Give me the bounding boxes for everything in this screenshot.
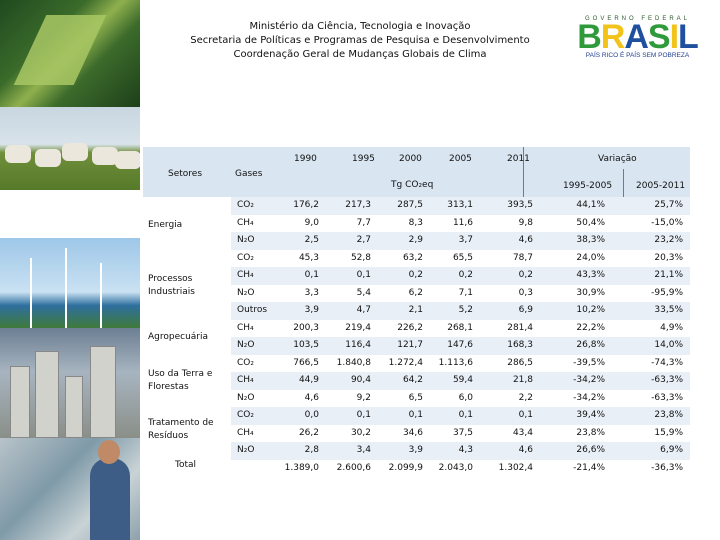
value-cell: 26,2: [298, 427, 319, 438]
value-cell: 3,7: [458, 235, 473, 245]
value-cell: 9,8: [518, 217, 533, 228]
value-cell: 90,4: [350, 375, 371, 385]
variation-cell: -63,3%: [651, 375, 683, 385]
value-cell: 3,4: [356, 445, 371, 455]
value-cell: 6,0: [458, 392, 473, 403]
gas-cell: CH₄: [237, 427, 254, 438]
value-cell: 1.302,4: [498, 462, 533, 473]
value-cell: 64,2: [402, 375, 423, 385]
variation-cell: 23,8%: [576, 427, 605, 438]
value-cell: 0,0: [304, 410, 319, 420]
year-2005: 2005: [449, 154, 472, 164]
value-cell: 9,0: [304, 217, 319, 228]
sector-tratamento-residuos: Tratamento de Resíduos: [148, 418, 214, 441]
header-ministry: Ministério da Ciência, Tecnologia e Inovação: [249, 21, 471, 32]
year-1990: 1990: [294, 154, 317, 164]
logo-top-text: GOVERNO FEDERAL: [584, 16, 690, 22]
value-cell: 21,8: [512, 375, 533, 385]
gas-cell: CH₄: [237, 217, 254, 228]
value-cell: 2.099,9: [388, 462, 423, 473]
variation-cell: 14,0%: [654, 340, 683, 350]
brasil-logo: [570, 16, 705, 66]
header-var-2005-2011: 2005-2011: [636, 181, 686, 191]
value-cell: 0,2: [458, 270, 473, 280]
value-cell: 286,5: [507, 357, 533, 368]
variation-cell: -39,5%: [573, 357, 605, 368]
value-cell: 0,3: [518, 287, 533, 298]
variation-cell: 24,0%: [576, 252, 605, 263]
value-cell: 281,4: [507, 322, 533, 333]
value-cell: 1.840,8: [336, 357, 371, 368]
value-cell: 30,2: [350, 427, 371, 438]
value-cell: 3,9: [304, 305, 319, 315]
variation-cell: 33,5%: [654, 305, 683, 315]
logo-main-text: BRASIL: [577, 18, 698, 56]
variation-cell: 6,9%: [660, 445, 683, 455]
value-cell: 59,4: [452, 375, 473, 385]
wind-turbines-photo: [0, 238, 140, 328]
sector-processos-industriais: Processos Industriais: [148, 274, 195, 297]
value-cell: 0,1: [518, 410, 533, 420]
value-cell: 0,1: [458, 410, 473, 420]
gas-cell: N₂O: [237, 235, 255, 245]
recycling-worker-photo: [0, 438, 140, 540]
variation-cell: 26,8%: [576, 340, 605, 350]
value-cell: 45,3: [298, 252, 319, 263]
value-cell: 11,6: [452, 217, 473, 228]
value-cell: 9,2: [356, 392, 371, 403]
year-2000: 2000: [399, 154, 422, 164]
value-cell: 313,1: [447, 200, 473, 210]
value-cell: 217,3: [345, 200, 371, 210]
value-cell: 8,3: [408, 217, 423, 228]
sector-uso-da-terra: Uso da Terra e Florestas: [148, 369, 213, 392]
gas-cell: CH₄: [237, 375, 254, 385]
variation-cell: -21,4%: [573, 462, 605, 473]
value-cell: 5,4: [356, 287, 371, 298]
value-cell: 3,3: [304, 287, 319, 298]
value-cell: 116,4: [345, 340, 371, 350]
value-cell: 147,6: [447, 340, 473, 350]
gas-cell: N₂O: [237, 392, 255, 403]
value-cell: 0,1: [304, 270, 319, 280]
year-2011: 2011: [507, 154, 530, 164]
gas-cell: CO₂: [237, 410, 254, 420]
value-cell: 121,7: [397, 340, 423, 350]
variation-cell: 43,3%: [576, 270, 605, 280]
value-cell: 6,5: [408, 392, 423, 403]
value-cell: 37,5: [452, 427, 473, 438]
value-cell: 0,2: [518, 270, 533, 280]
variation-cell: 21,1%: [654, 270, 683, 280]
value-cell: 2,9: [408, 235, 423, 245]
value-cell: 4,6: [518, 445, 533, 455]
variation-cell: 22,2%: [576, 322, 605, 333]
value-cell: 200,3: [293, 322, 319, 333]
value-cell: 65,5: [452, 252, 473, 263]
value-cell: 2.600,6: [336, 462, 371, 473]
header-setores: Setores: [168, 169, 203, 179]
value-cell: 4,7: [356, 305, 371, 315]
value-cell: 7,7: [356, 217, 371, 228]
value-cell: 2,1: [408, 305, 423, 315]
value-cell: 1.272,4: [388, 357, 423, 368]
logo-sub-text: PAÍS RICO É PAÍS SEM POBREZA: [585, 52, 690, 59]
variation-cell: 15,9%: [654, 427, 683, 438]
value-cell: 2,2: [518, 392, 533, 403]
value-cell: 4,3: [458, 445, 473, 455]
variation-cell: -63,3%: [651, 392, 683, 403]
value-cell: 0,2: [408, 270, 423, 280]
value-cell: 43,4: [512, 427, 533, 438]
sector-total: Total: [175, 460, 197, 470]
value-cell: 2.043,0: [438, 462, 473, 473]
variation-cell: -95,9%: [651, 287, 683, 298]
gas-cell: N₂O: [237, 445, 255, 455]
header-gases: Gases: [235, 169, 263, 179]
value-cell: 766,5: [293, 357, 319, 368]
value-cell: 4,6: [304, 392, 319, 403]
variation-cell: -34,2%: [573, 375, 605, 385]
cattle-photo: [0, 107, 140, 190]
value-cell: 2,7: [356, 235, 371, 245]
gas-cell: CO₂: [237, 200, 254, 210]
variation-cell: 23,8%: [654, 410, 683, 420]
gas-cell: CO₂: [237, 357, 254, 368]
variation-cell: -74,3%: [651, 357, 683, 368]
header-coordination: Coordenação Geral de Mudanças Globais de Clima: [233, 49, 487, 60]
emissions-table: [143, 147, 690, 477]
value-cell: 176,2: [293, 200, 319, 210]
value-cell: 1.113,6: [438, 357, 473, 368]
page-header: [150, 20, 570, 62]
value-cell: 168,3: [507, 340, 533, 350]
gas-cell: CH₄: [237, 270, 254, 280]
gas-cell: CO₂: [237, 252, 254, 263]
gas-cell: CH₄: [237, 322, 254, 333]
variation-cell: 38,3%: [576, 235, 605, 245]
gas-cell: N₂O: [237, 340, 255, 350]
value-cell: 52,8: [350, 252, 371, 263]
industrial-plant-photo: [0, 328, 140, 438]
variation-cell: 50,4%: [576, 217, 605, 228]
value-cell: 2,5: [304, 235, 319, 245]
value-cell: 63,2: [402, 252, 423, 263]
header-unit: Tg CO₂eq: [391, 180, 434, 190]
header-var-1995-2005: 1995-2005: [563, 181, 613, 191]
value-cell: 78,7: [512, 252, 533, 263]
variation-cell: 20,3%: [654, 252, 683, 263]
forest-photo: [0, 0, 140, 107]
variation-cell: -15,0%: [651, 217, 683, 228]
value-cell: 393,5: [507, 200, 533, 210]
value-cell: 6,2: [408, 287, 423, 298]
year-1995: 1995: [352, 154, 375, 164]
value-cell: 1.389,0: [284, 462, 319, 473]
value-cell: 0,1: [408, 410, 423, 420]
gas-cell: Outros: [237, 305, 268, 315]
value-cell: 268,1: [447, 322, 473, 333]
variation-cell: 26,6%: [576, 445, 605, 455]
variation-cell: 25,7%: [654, 200, 683, 210]
value-cell: 44,9: [298, 375, 319, 385]
variation-cell: -36,3%: [651, 462, 683, 473]
variation-cell: 44,1%: [576, 200, 605, 210]
value-cell: 34,6: [402, 427, 423, 438]
value-cell: 4,6: [518, 235, 533, 245]
header-secretariat: Secretaria de Políticas e Programas de Pesquisa e Desenvolvimento: [190, 35, 530, 46]
header-variacao: Variação: [598, 154, 637, 164]
sector-energia: Energia: [148, 220, 183, 230]
value-cell: 226,2: [397, 322, 423, 333]
variation-cell: 10,2%: [576, 305, 605, 315]
value-cell: 5,2: [458, 305, 473, 315]
sector-agropecuaria: Agropecuária: [148, 332, 209, 342]
value-cell: 287,5: [397, 200, 423, 210]
value-cell: 103,5: [293, 340, 319, 350]
value-cell: 0,1: [356, 270, 371, 280]
gas-cell: N₂O: [237, 287, 255, 298]
value-cell: 7,1: [458, 287, 473, 298]
variation-cell: -34,2%: [573, 392, 605, 403]
value-cell: 2,8: [304, 445, 319, 455]
value-cell: 3,9: [408, 445, 423, 455]
variation-cell: 4,9%: [660, 322, 683, 333]
variation-cell: 30,9%: [576, 287, 605, 298]
variation-cell: 39,4%: [576, 410, 605, 420]
value-cell: 6,9: [518, 305, 533, 315]
value-cell: 219,4: [345, 322, 371, 333]
variation-cell: 23,2%: [654, 235, 683, 245]
value-cell: 0,1: [356, 410, 371, 420]
